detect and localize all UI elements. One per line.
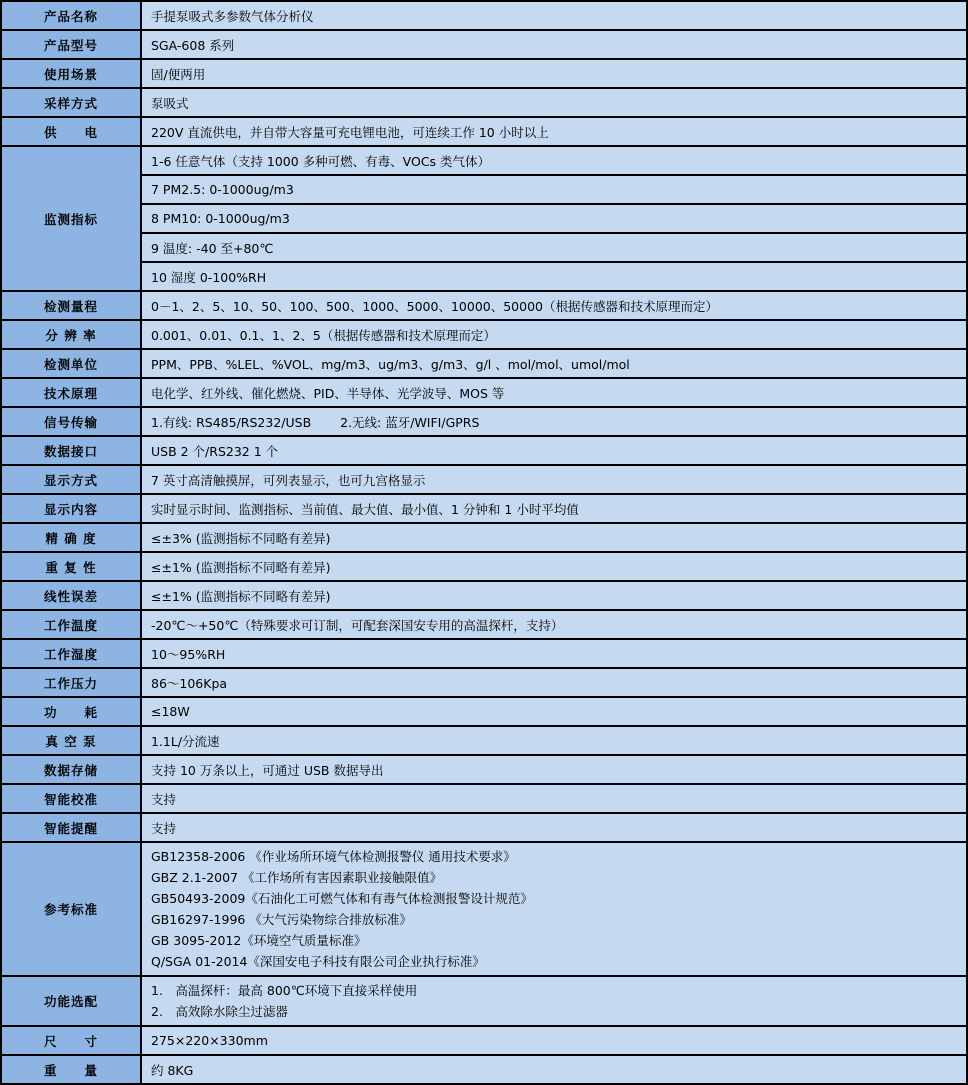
spec-row [1, 378, 967, 407]
spec-row [1, 320, 967, 349]
spec-value: ≤±3% (监测指标不同略有差异) [141, 523, 967, 552]
spec-label: 真 空 泵 [1, 726, 141, 755]
spec-label: 重 复 性 [1, 552, 141, 581]
spec-label: 监测指标 [1, 146, 141, 291]
spec-label: 采样方式 [1, 88, 141, 117]
spec-row [1, 639, 967, 668]
spec-row [1, 726, 967, 755]
spec-row [1, 436, 967, 465]
spec-value: ≤±1% (监测指标不同略有差异) [141, 581, 967, 610]
spec-label: 产品型号 [1, 30, 141, 59]
spec-label: 工作湿度 [1, 639, 141, 668]
spec-value: ≤18W [141, 697, 967, 726]
spec-value-line: GB12358-2006 《作业场所环境气体检测报警仪 通用技术要求》 [151, 849, 516, 864]
spec-row [1, 349, 967, 378]
spec-value: PPM、PPB、%LEL、%VOL、mg/m3、ug/m3、g/m3、g/l 、mol/mol、umol/mol [141, 349, 967, 378]
spec-value-line: 1. 高温探杆：最高 800℃环境下直接采样使用 [151, 983, 418, 998]
spec-label: 尺 寸 [1, 1026, 141, 1055]
spec-value: 手提泵吸式多参数气体分析仪 [141, 1, 967, 30]
spec-value: 约 8KG [141, 1055, 967, 1084]
spec-table-body [1, 1, 967, 1084]
spec-value: 1.有线: RS485/RS232/USB 2.无线: 蓝牙/WIFI/GPRS [141, 407, 967, 436]
spec-value: 1-6 任意气体（支持 1000 多种可燃、有毒、VOCs 类气体） [141, 146, 967, 175]
spec-label: 信号传输 [1, 407, 141, 436]
spec-row [1, 668, 967, 697]
spec-row [1, 697, 967, 726]
spec-label: 显示方式 [1, 465, 141, 494]
spec-label: 数据存储 [1, 755, 141, 784]
spec-value-line: GBZ 2.1-2007 《工作场所有害因素职业接触限值》 [151, 870, 442, 885]
spec-row [1, 755, 967, 784]
spec-label: 精 确 度 [1, 523, 141, 552]
spec-row [1, 813, 967, 842]
spec-value: 86～106Kpa [141, 668, 967, 697]
spec-value: -20℃～+50℃（特殊要求可订制，可配套深国安专用的高温探杆，支持） [141, 610, 967, 639]
spec-row [1, 610, 967, 639]
spec-label: 使用场景 [1, 59, 141, 88]
spec-label: 检测单位 [1, 349, 141, 378]
spec-value: 0.001、0.01、0.1、1、2、5（根据传感器和技术原理而定） [141, 320, 967, 349]
spec-value-line: GB50493-2009《石油化工可燃气体和有毒气体检测报警设计规范》 [151, 891, 533, 906]
spec-value: 实时显示时间、监测指标、当前值、最大值、最小值、1 分钟和 1 小时平均值 [141, 494, 967, 523]
spec-value: 7 英寸高清触摸屏，可列表显示，也可九宫格显示 [141, 465, 967, 494]
spec-row [1, 233, 967, 262]
spec-value-line: Q/SGA 01-2014《深国安电子科技有限公司企业执行标准》 [151, 954, 485, 969]
spec-value-line: 2. 高效除水除尘过滤器 [151, 1004, 288, 1019]
spec-value: 固/便两用 [141, 59, 967, 88]
spec-value: 10～95%RH [141, 639, 967, 668]
spec-value: ≤±1% (监测指标不同略有差异) [141, 552, 967, 581]
spec-row [1, 842, 967, 976]
spec-row [1, 262, 967, 291]
spec-value: 支持 [141, 813, 967, 842]
spec-label: 供 电 [1, 117, 141, 146]
spec-label: 智能提醒 [1, 813, 141, 842]
spec-value: 9 温度: -40 至+80℃ [141, 233, 967, 262]
spec-row [1, 175, 967, 204]
spec-row [1, 146, 967, 175]
spec-row [1, 204, 967, 233]
spec-label: 智能校准 [1, 784, 141, 813]
spec-value: 电化学、红外线、催化燃烧、PID、半导体、光学波导、MOS 等 [141, 378, 967, 407]
spec-value: 8 PM10: 0-1000ug/m3 [141, 204, 967, 233]
spec-value: 7 PM2.5: 0-1000ug/m3 [141, 175, 967, 204]
spec-value: SGA-608 系列 [141, 30, 967, 59]
spec-label: 工作压力 [1, 668, 141, 697]
spec-label: 功能选配 [1, 976, 141, 1026]
spec-row [1, 88, 967, 117]
spec-row [1, 494, 967, 523]
spec-label: 重 量 [1, 1055, 141, 1084]
spec-row [1, 407, 967, 436]
spec-value [141, 842, 967, 976]
spec-label: 分 辨 率 [1, 320, 141, 349]
spec-row [1, 784, 967, 813]
spec-row [1, 30, 967, 59]
spec-value [141, 976, 967, 1026]
spec-label: 产品名称 [1, 1, 141, 30]
spec-row [1, 59, 967, 88]
spec-row [1, 1055, 967, 1084]
spec-value: 10 湿度 0-100%RH [141, 262, 967, 291]
spec-value: USB 2 个/RS232 1 个 [141, 436, 967, 465]
spec-label: 检测量程 [1, 291, 141, 320]
spec-label: 线性误差 [1, 581, 141, 610]
spec-row [1, 581, 967, 610]
spec-row [1, 552, 967, 581]
spec-value: 泵吸式 [141, 88, 967, 117]
spec-row [1, 523, 967, 552]
spec-row [1, 465, 967, 494]
spec-row [1, 1, 967, 30]
spec-value-line: GB16297-1996 《大气污染物综合排放标准》 [151, 912, 412, 927]
spec-row [1, 291, 967, 320]
spec-label: 技术原理 [1, 378, 141, 407]
spec-value: 支持 [141, 784, 967, 813]
spec-label: 参考标准 [1, 842, 141, 976]
spec-value: 支持 10 万条以上，可通过 USB 数据导出 [141, 755, 967, 784]
spec-value: 275×220×330mm [141, 1026, 967, 1055]
spec-value: 1.1L/分流速 [141, 726, 967, 755]
spec-value-line: GB 3095-2012《环境空气质量标准》 [151, 933, 367, 948]
spec-label: 数据接口 [1, 436, 141, 465]
spec-label: 显示内容 [1, 494, 141, 523]
spec-row [1, 1026, 967, 1055]
spec-label: 功 耗 [1, 697, 141, 726]
spec-row [1, 976, 967, 1026]
spec-label: 工作温度 [1, 610, 141, 639]
spec-value: 220V 直流供电，并自带大容量可充电锂电池，可连续工作 10 小时以上 [141, 117, 967, 146]
spec-value: 0－1、2、5、10、50、100、500、1000、5000、10000、50000（根据传感器和技术原理而定） [141, 291, 967, 320]
spec-row [1, 117, 967, 146]
